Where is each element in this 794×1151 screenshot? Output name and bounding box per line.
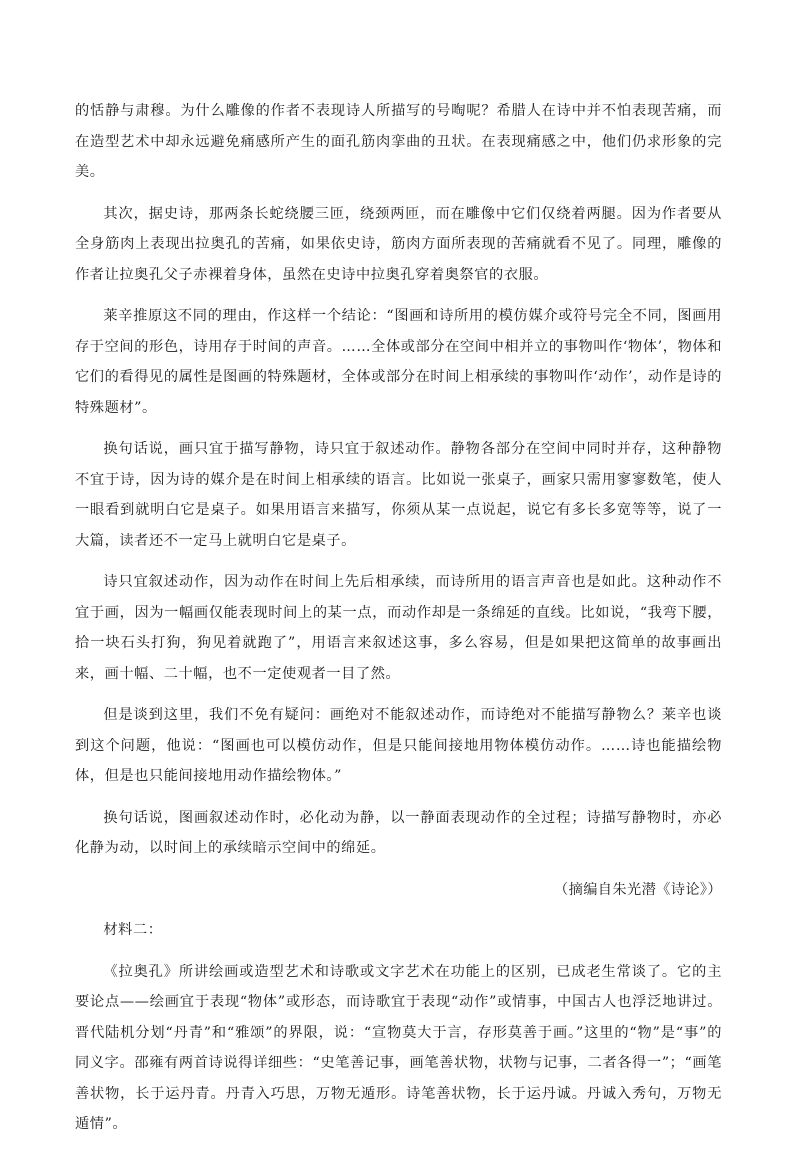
material-2-paragraph: 《拉奥孔》所讲绘画或造型艺术和诗歌或文字艺术在功能上的区别，已成老生常谈了。它的主要论点——绘画宜于表现“物体”或形态，而诗歌宜于表现“动作”或情事，中国古人也浮泛地讲过。晋代陆机分划“丹青”和“雅颂”的界限，说：“宣物莫大于言，存形莫善于画。”这里的“物”是“事”的同义字。邵雍有两首诗说得详细些：“史笔善记事，画笔善状物，状物与记事，二者各得一”；“画笔善状物，长于运丹青。丹青入巧思，万物无遁形。诗笔善状物，长于运丹诚。丹诚入秀句，万物无遁情”。 (75, 963, 722, 1132)
body-paragraph-5: 诗只宜叙述动作，因为动作在时间上先后相承续，而诗所用的语言声音也是如此。这种动作不宜于画，因为一幅画仅能表现时间上的某一点，而动作却是一条绵延的直线。比如说，“我弯下腰，拾一块石头打狗，狗见着就跑了”，用语言来叙述这事，多么容易，但是如果把这简单的故事画出来，画十幅、二十幅，也不一定使观者一目了然。 (75, 574, 722, 682)
body-paragraph-4: 换句话说，画只宜于描写静物，诗只宜于叙述动作。静物各部分在空间中同时并存，这种静物不宜于诗，因为诗的媒介是在时间上相承续的语言。比如说一张桌子，画家只需用寥寥数笔，使人一眼看到就明白它是桌子。如果用语言来描写，你须从某一点说起，说它有多长多宽等等，说了一大篇，读者还不一定马上就明白它是桌子。 (75, 441, 722, 549)
body-paragraph-7: 换句话说，图画叙述动作时，必化动为静，以一静面表现动作的全过程；诗描写静物时，亦必化静为动，以时间上的承续暗示空间中的绵延。 (75, 809, 722, 856)
body-paragraph-1: 的恬静与肃穆。为什么雕像的作者不表现诗人所描写的号啕呢？希腊人在诗中并不怕表现苦痛，而在造型艺术中却永远避免痛感所产生的面孔筋肉挛曲的丑状。在表现痛感之中，他们仍求形象的完美。 (75, 103, 722, 180)
source-citation: （摘编自朱光潜《诗论》） (554, 881, 722, 898)
material-2-label: 材料二： (103, 922, 163, 938)
body-paragraph-6: 但是谈到这里，我们不免有疑问：画绝对不能叙述动作，而诗绝对不能描写静物么？莱辛也谈到这个问题，他说：“图画也可以模仿动作，但是只能间接地用物体模仿动作。……诗也能描绘物体，但是也只能间接地用动作描绘物体。” (75, 707, 722, 784)
body-paragraph-3: 莱辛推原这不同的理由，作这样一个结论：“图画和诗所用的模仿媒介或符号完全不同，图画用存于空间的形色，诗用存于时间的声音。……全体或部分在空间中相并立的事物叫作‘物体’，物体和它们的看得见的属性是图画的特殊题材，全体或部分在时间上相承续的事物叫作‘动作’，动作是诗的特殊题材”。 (75, 308, 722, 416)
body-paragraph-2: 其次，据史诗，那两条长蛇绕腰三匝，绕颈两匝，而在雕像中它们仅绕着两腿。因为作者要从全身筋肉上表现出拉奥孔的苦痛，如果依史诗，筋肉方面所表现的苦痛就看不见了。同理，雕像的作者让拉奥孔父子赤裸着身体，虽然在史诗中拉奥孔穿着奥祭官的衣服。 (75, 205, 722, 283)
document-page (75, 96, 722, 1151)
